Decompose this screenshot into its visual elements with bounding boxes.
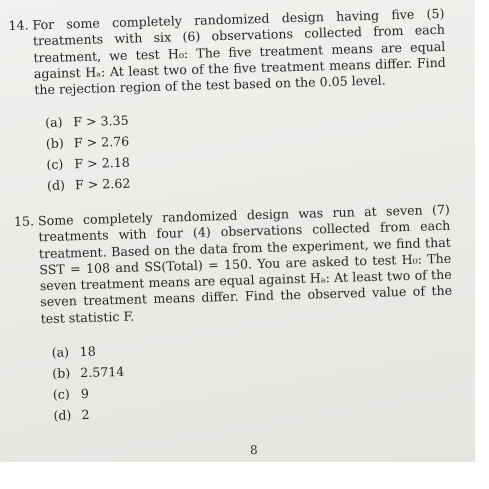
option-c	[53, 386, 89, 403]
option-letter: (d)	[46, 177, 66, 193]
option-letter: (a)	[51, 344, 70, 360]
question-number: 14.	[8, 17, 29, 33]
option-letter: (b)	[45, 135, 64, 151]
option-text: F > 2.62	[74, 175, 131, 193]
option-text: 18	[79, 343, 96, 360]
option-letter: (b)	[52, 365, 71, 381]
option-text: F > 3.35	[73, 112, 129, 130]
question-15	[13, 201, 454, 326]
question-stem: Some completely randomized design was run at seven (7) treatments with four (4) observations collected from each treatment. Based on the data from the experiment, we find that SST = 108 and SS(Total) = 150. You are asked to test H₀: The seven treatment means are equal against Hₐ: At least two of the seven treatment means differ. Find the observed value of the test statistic F.	[37, 201, 453, 326]
option-b	[52, 364, 125, 382]
option-d	[53, 407, 89, 424]
option-b	[46, 134, 130, 153]
option-text: F > 2.76	[73, 133, 130, 151]
question-14	[8, 5, 448, 98]
question-number: 15.	[13, 213, 35, 229]
option-letter: (d)	[53, 407, 72, 423]
option-a	[51, 344, 95, 362]
option-text: 9	[80, 385, 90, 402]
option-c	[46, 155, 130, 174]
option-letter: (c)	[52, 386, 70, 402]
option-letter: (a)	[45, 114, 63, 131]
option-letter: (c)	[46, 156, 64, 172]
page-number: 8	[249, 442, 258, 458]
exam-paper	[8, 0, 468, 423]
option-text: F > 2.18	[74, 154, 130, 172]
option-a	[45, 113, 129, 132]
option-text: 2.5714	[80, 363, 125, 381]
question-stem: For some completely randomized design having five (5) treatments with six (6) observations collected from each treatment, we test H₀: The five treatment means are equal against Hₐ: At least two of the five treatment means differ. Find the rejection region of the test based on the 0.05 level.	[32, 5, 446, 98]
option-d	[47, 176, 131, 195]
option-text: 2	[81, 406, 90, 423]
